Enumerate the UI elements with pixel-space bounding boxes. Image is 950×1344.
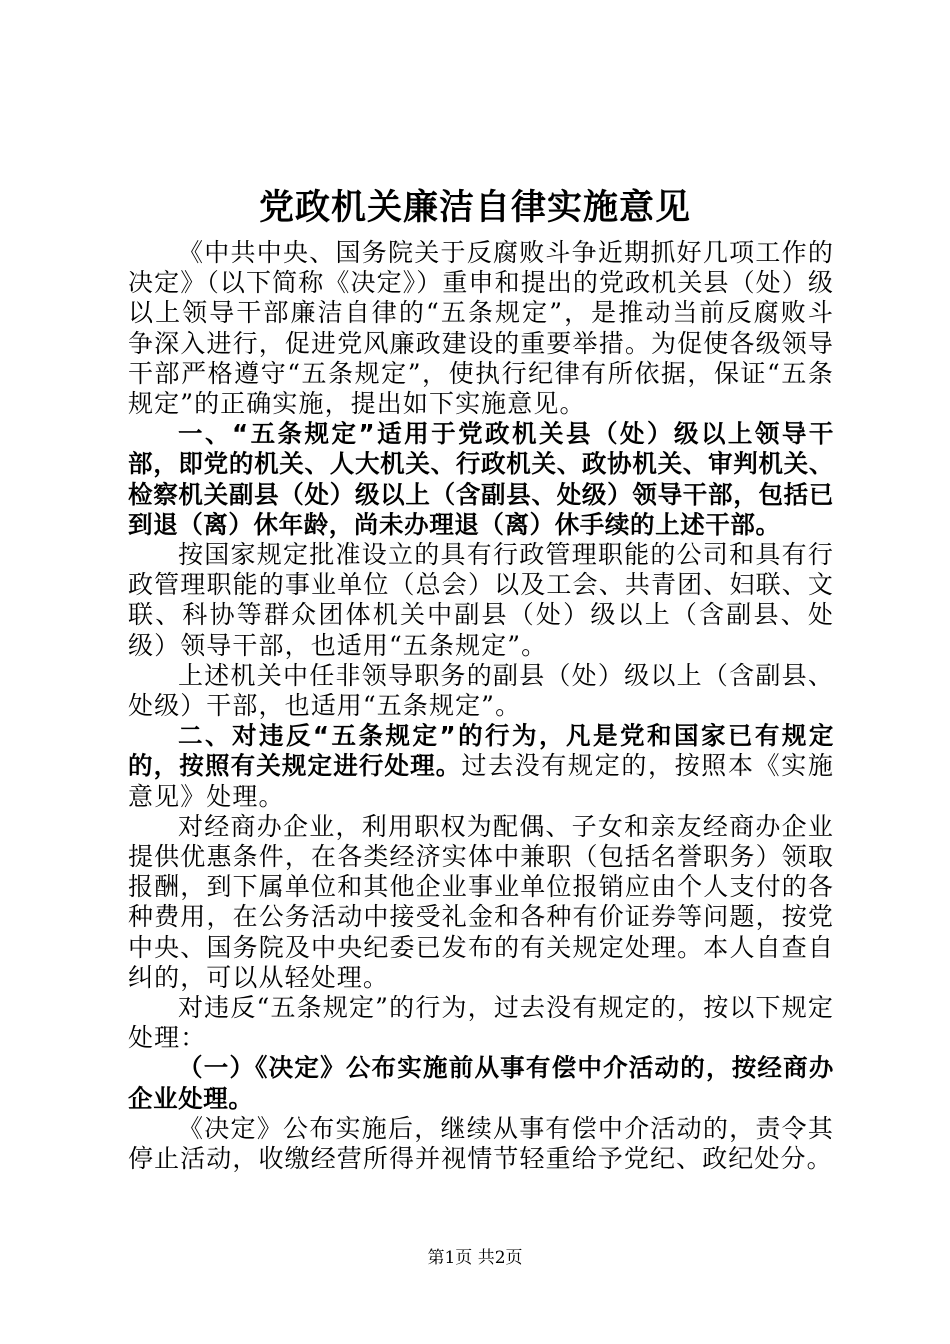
paragraph-existing-rules: 对经商办企业，利用职权为配偶、子女和亲友经商办企业提供优惠条件，在各类经济实体中兼职（包括名誉职务）领取报酬，到下属单位和其他企业事业单位报销应由个人支付的各种费用，在公务活动中接受礼金和各种有价证券等问题，按党中央、国务院及中央纪委已发布的有关规定处理。本人自查自纠的，可以从轻处理。	[128, 811, 834, 992]
paragraph-no-rules: 对违反“五条规定”的行为，过去没有规定的，按以下规定处理：	[128, 993, 834, 1053]
paragraph-item-1-after: 《决定》公布实施后，继续从事有偿中介活动的，责令其停止活动，收缴经营所得并视情节轻重给予党纪、政纪处分。	[128, 1113, 834, 1174]
page-footer: 第1页 共2页	[427, 1248, 523, 1268]
paragraph-intro: 《中共中央、国务院关于反腐败斗争近期抓好几项工作的决定》（以下简称《决定》）重申和提出的党政机关县（处）级以上领导干部廉洁自律的“五条规定”，是推动当前反腐败斗争深入进行，促进党风廉政建设的重要举措。为促使各级领导干部严格遵守“五条规定”，使执行纪律有所依据，保证“五条规定”的正确实施，提出如下实施意见。	[128, 238, 834, 419]
paragraph-scope-orgs: 按国家规定批准设立的具有行政管理职能的公司和具有行政管理职能的事业单位（总会）以及工会、共青团、妇联、文联、科协等群众团体机关中副县（处）级以上（含副县、处级）领导干部，也适用“五条规定”。	[128, 540, 834, 660]
paragraph-section-2	[128, 721, 834, 812]
paragraph-section-1: 一、“五条规定”适用于党政机关县（处）级以上领导干部，即党的机关、人大机关、行政机关、政协机关、审判机关、检察机关副县（处）级以上（含副县、处级）领导干部，包括已到退（离）休年龄，尚未办理退（离）休手续的上述干部。	[128, 419, 834, 539]
paragraph-scope-non-leaders: 上述机关中任非领导职务的副县（处）级以上（含副县、处级）干部，也适用“五条规定”。	[128, 660, 834, 721]
section-2-heading: 二、对违反“五条规定”的行为，凡是党和国家已有规定的，按照有关规定进行处理。	[128, 721, 834, 781]
paragraph-item-1: （一）《决定》公布实施前从事有偿中介活动的，按经商办企业处理。	[128, 1053, 834, 1113]
section-2-text: 过去没有规定的，按照本《实施意见》处理。	[128, 751, 834, 811]
document-title: 党政机关廉洁自律实施意见	[258, 187, 691, 228]
document-body	[128, 238, 834, 1174]
